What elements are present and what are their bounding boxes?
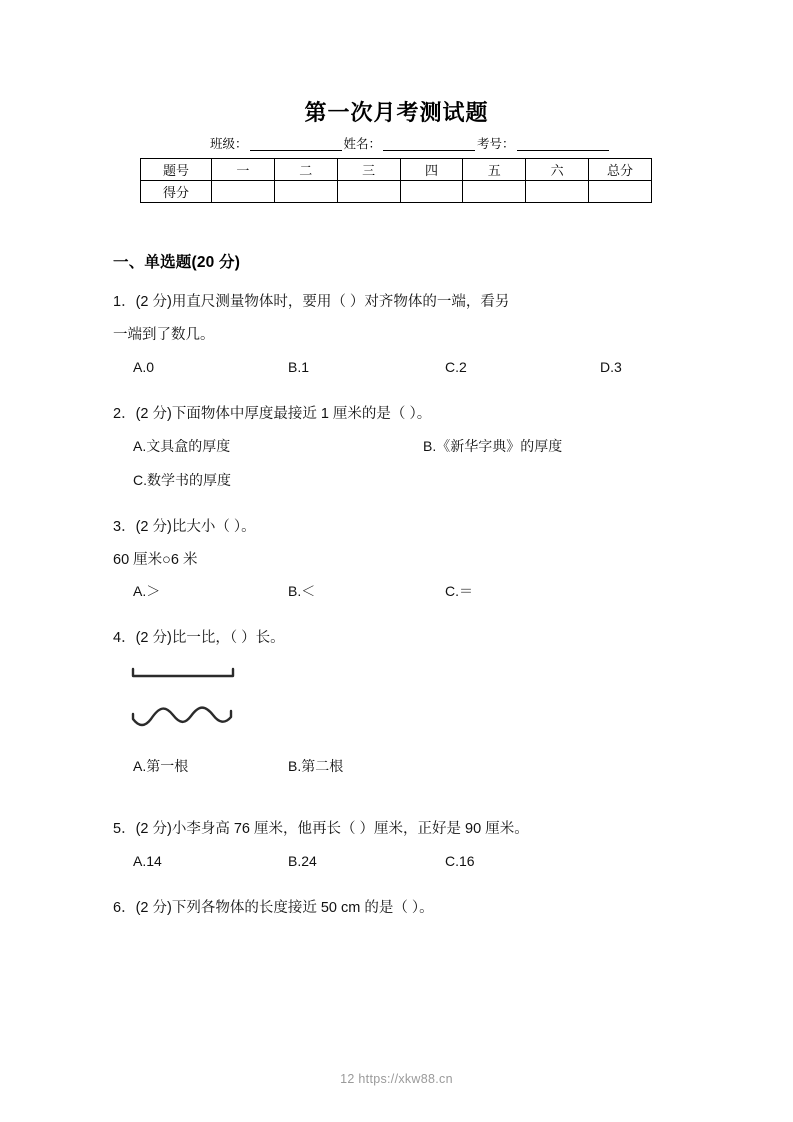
question-2-stem: 2．(2 分)下面物体中厚度最接近 1 厘米的是（ ）。: [113, 406, 432, 422]
identity-field-examno: [477, 134, 611, 152]
identity-label-examno: 考号：: [477, 137, 515, 151]
score-table-cell-blank[interactable]: [400, 181, 463, 203]
identity-blank-class[interactable]: [250, 137, 342, 151]
question-5-stem: 5．(2 分)小李身高 76 厘米，他再长（ ）厘米，正好是 90 厘米。: [113, 821, 529, 837]
question-4-options: [113, 755, 683, 785]
option-b[interactable]: B.24: [288, 853, 317, 869]
option-a[interactable]: A.0: [133, 359, 155, 375]
option-a[interactable]: A.文具盒的厚度: [133, 438, 231, 454]
question-1-stem: 1．(2 分)用直尺测量物体时，要用（ ）对齐物体的一端，看另: [113, 294, 510, 310]
question-5: [113, 813, 683, 880]
question-2: [113, 398, 683, 499]
question-4-figure: [113, 659, 683, 751]
identity-label-class: 班级：: [210, 137, 248, 151]
question-6-stem: 6．(2 分)下列各物体的长度接近 50 cm 的是（ ）。: [113, 900, 434, 916]
score-table-cell: 二: [274, 159, 337, 181]
question-2-options: [113, 435, 683, 499]
option-c[interactable]: C.2: [445, 359, 467, 375]
identity-field-class: [210, 134, 344, 152]
option-a[interactable]: A.第一根: [133, 758, 189, 774]
option-c[interactable]: C.16: [445, 853, 475, 869]
option-c[interactable]: C.＝: [445, 583, 473, 599]
question-3-expression: 60 厘米○6 米: [113, 552, 198, 568]
question-1-options: [113, 356, 683, 386]
table-row: [141, 181, 652, 203]
option-b[interactable]: B.1: [288, 359, 310, 375]
page-title: 第一次月考测试题: [304, 100, 489, 125]
option-b[interactable]: B.《新华字典》的厚度: [423, 438, 563, 454]
question-6: [113, 892, 683, 925]
option-c[interactable]: C.数学书的厚度: [133, 472, 231, 488]
identity-label-name: 姓名：: [343, 137, 382, 151]
score-table-cell-blank[interactable]: [526, 181, 589, 203]
question-3-stem: 3．(2 分)比大小（ ）。: [113, 519, 256, 535]
score-table-cell-blank[interactable]: [212, 181, 275, 203]
identity-field-name: [344, 134, 478, 152]
table-row: [141, 159, 652, 181]
identity-fields: [140, 134, 652, 152]
question-1: [113, 286, 683, 386]
section-heading-1: 一、单选题(20 分): [113, 254, 241, 271]
question-4: [113, 622, 683, 785]
score-table: [140, 158, 652, 203]
option-b[interactable]: B.＜: [288, 583, 316, 599]
score-table-row-header: 得分: [141, 181, 212, 203]
score-table-cell: 一: [212, 159, 275, 181]
option-b[interactable]: B.第二根: [288, 758, 344, 774]
score-table-cell: 六: [526, 159, 589, 181]
exam-body: [113, 250, 683, 927]
score-table-cell-blank[interactable]: [274, 181, 337, 203]
score-table-cell: 五: [463, 159, 526, 181]
page-footer: 12 https://xkw88.cn: [340, 1072, 453, 1086]
score-table-cell: 四: [400, 159, 463, 181]
option-a[interactable]: A.14: [133, 853, 162, 869]
identity-blank-examno[interactable]: [517, 137, 609, 151]
straight-rope-icon: [133, 669, 233, 676]
question-1-stem-continued: 一端到了数几。: [113, 327, 215, 343]
score-table-cell-blank[interactable]: [463, 181, 526, 203]
option-d[interactable]: D.3: [600, 359, 622, 375]
identity-blank-name[interactable]: [383, 137, 475, 151]
option-a[interactable]: A.＞: [133, 583, 161, 599]
rope-comparison-figure: [131, 659, 251, 751]
score-table-cell: 总分: [589, 159, 652, 181]
question-4-stem: 4．(2 分)比一比，（ ）长。: [113, 630, 285, 646]
score-table-row-header: 题号: [141, 159, 212, 181]
score-table-cell-blank[interactable]: [337, 181, 400, 203]
score-table-cell-blank[interactable]: [589, 181, 652, 203]
question-5-options: [113, 850, 683, 880]
score-table-cell: 三: [337, 159, 400, 181]
question-3-options: [113, 580, 683, 610]
wavy-rope-icon: [133, 708, 231, 725]
question-3: [113, 511, 683, 610]
